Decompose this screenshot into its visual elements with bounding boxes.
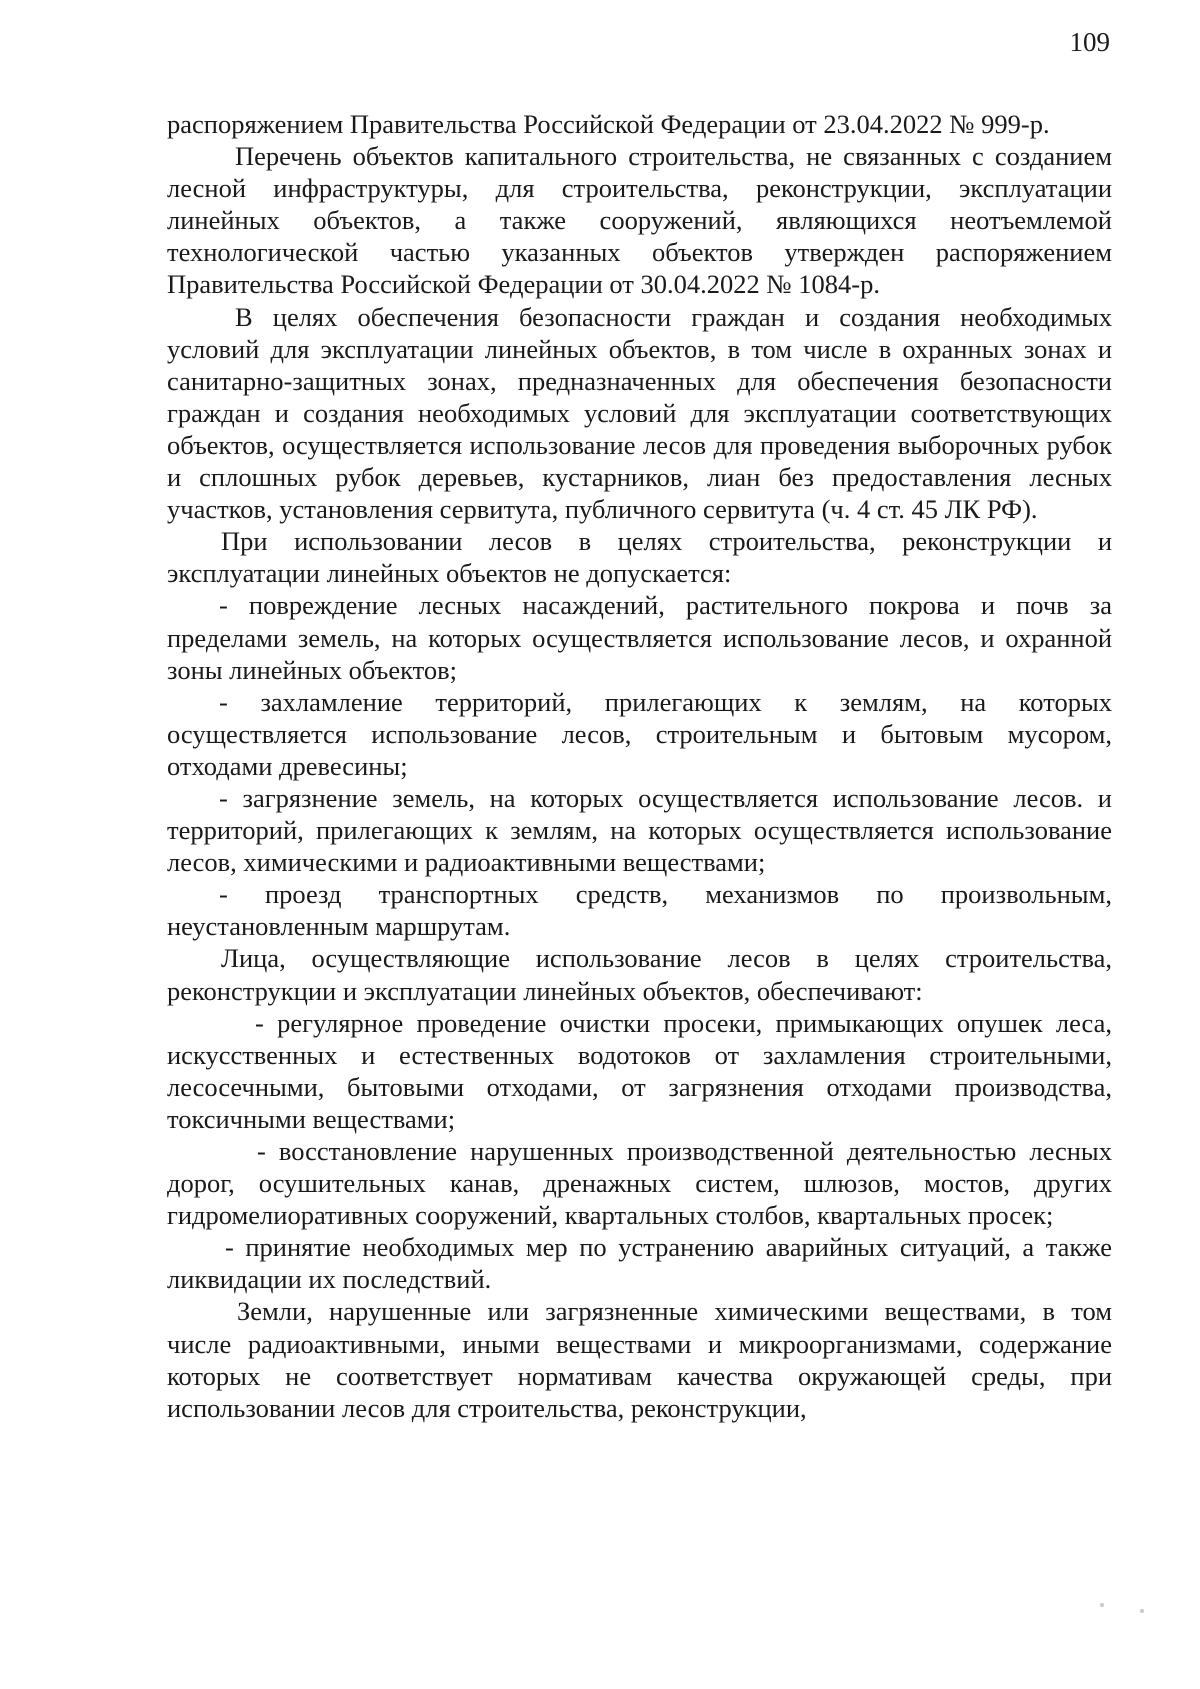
paragraph-decree-999: распоряжением Правительства Российской Федерации от 23.04.2022 № 999-р. bbox=[167, 109, 1050, 139]
scan-speck bbox=[1140, 1609, 1144, 1613]
scan-speck bbox=[1100, 1603, 1104, 1607]
page-number: 109 bbox=[1069, 27, 1110, 57]
paragraph-not-allowed-intro: При использовании лесов в целях строительства, реконструкции и эксплуатации линейных объектов не допускается: bbox=[167, 526, 1112, 589]
list-item-damage: - повреждение лесных насаждений, растительного покрова и почв за пределами земель, на которых осуществляется использование лесов, и охранной зоны линейных объектов; bbox=[167, 590, 1112, 685]
paragraph-safety: В целях обеспечения безопасности граждан и создания необходимых условий для эксплуатации линейных объектов, в том числе в охранных зонах и санитарно-защитных зонах, предназначенных для обеспечения безопасности граждан и создания необходимых условий для эксплуатации соответствующих объектов, осуществляется использование лесов для проведения выборочных рубок и сплошных рубок деревьев, кустарников, лиан без предоставления лесных участков, установления сервитута, публичного сервитута (ч. 4 ст. 45 ЛК РФ). bbox=[167, 301, 1112, 525]
list-item-restoration: - восстановление нарушенных производственной деятельностью лесных дорог, осушительных канав, дренажных систем, шлюзов, мостов, других гидромелиоративных сооружений, квартальных столбов, квартальных просек; bbox=[167, 1136, 1112, 1231]
list-item-vehicles: - проезд транспортных средств, механизмов по произвольным, неустановленным маршрутам. bbox=[167, 879, 1112, 942]
document-body bbox=[167, 108, 1112, 1424]
paragraph-obligations-intro: Лица, осуществляющие использование лесов в целях строительства, реконструкции и эксплуатации линейных объектов, обеспечивают: bbox=[167, 943, 1112, 1006]
list-item-clearing: - регулярное проведение очистки просеки, примыкающих опушек леса, искусственных и естественных водотоков от захламления строительными, лесосечными, бытовыми отходами, от загрязнения отходами производства, токсичными веществами; bbox=[167, 1007, 1112, 1134]
paragraph-objects-list: Перечень объектов капитального строительства, не связанных с созданием лесной инфраструктуры, для строительства, реконструкции, эксплуатации линейных объектов, а также сооружений, являющихся неотъемлемой технологической частью указанных объектов утвержден распоряжением Правительства Российской Федерации от 30.04.2022 № 1084-р. bbox=[167, 141, 1112, 300]
paragraph-disturbed-lands: Земли, нарушенные или загрязненные химическими веществами, в том числе радиоактивными, иными веществами и микроорганизмами, содержание которых не соответствует нормативам качества окружающей среды, при использовании лесов для строительства, реконструкции, bbox=[167, 1296, 1112, 1423]
list-item-pollution: - загрязнение земель, на которых осуществляется использование лесов. и территорий, прилегающих к землям, на которых осуществляется использование лесов, химическими и радиоактивными веществами; bbox=[167, 782, 1112, 878]
list-item-littering: - захламление территорий, прилегающих к землям, на которых осуществляется использование лесов, строительным и бытовым мусором, отходами древесины; bbox=[167, 686, 1112, 781]
list-item-emergency: - принятие необходимых мер по устранению аварийных ситуаций, а также ликвидации их последствий. bbox=[167, 1232, 1112, 1295]
